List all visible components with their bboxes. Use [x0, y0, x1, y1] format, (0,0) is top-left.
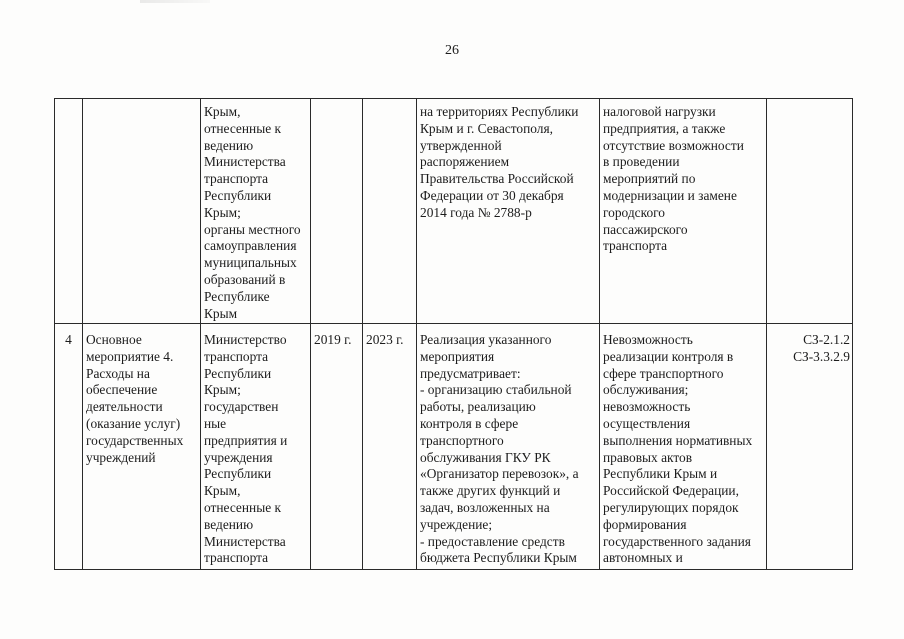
- column-separator: [766, 99, 767, 569]
- row2-executor-cell: Министерство транспорта Республики Крым; государствен ные предприятия и учреждения Республики Крым, отнесенные к ведению Министерства транспорта: [204, 332, 288, 566]
- row2-indicator-cell: СЗ-2.1.2 СЗ-3.3.2.9: [793, 332, 850, 364]
- row2-end-cell: 2023 г.: [366, 332, 404, 347]
- measures-table: [54, 98, 853, 570]
- row2-number-cell: 4: [65, 332, 72, 347]
- row2-start-cell: 2019 г.: [314, 332, 352, 347]
- column-separator: [310, 99, 311, 569]
- column-separator: [599, 99, 600, 569]
- column-separator: [200, 99, 201, 569]
- row2-measure-cell: Основное мероприятие 4. Расходы на обеспечение деятельности (оказание услуг) государственных учреждений: [86, 332, 184, 465]
- row2-consequence-cell: Невозможность реализации контроля в сфере транспортного обслуживания; невозможность осуществления выполнения нормативных правовых актов Республики Крым и Российской Федерации, регулирующих порядок формирования государственного задания автономных и: [603, 332, 753, 566]
- scan-artifact: [140, 0, 210, 3]
- row1-consequence-cell: налоговой нагрузки предприятия, а также отсутствие возможности в проведении мероприятий по модернизации и замене городского пассажирского транспорта: [603, 104, 744, 254]
- column-separator: [416, 99, 417, 569]
- row-separator: [55, 323, 852, 324]
- row1-executor-cell: Крым, отнесенные к ведению Министерства транспорта Республики Крым; органы местного самоуправления муниципальных образований в Республике Крым: [204, 104, 301, 321]
- column-separator: [82, 99, 83, 569]
- row2-result-cell: Реализация указанного мероприятия предусматривает: - организацию стабильной работы, реализацию контроля в сфере транспортного обслуживания ГКУ РК «Организатор перевозок», а также других функций и задач, возложенных на учреждение; - предоставление средств бюджета Республики Крым: [420, 332, 579, 566]
- row1-result-cell: на территориях Республики Крым и г. Севастополя, утвержденной распоряжением Правительства Российской Федерации от 30 декабря 2014 года № 2788-р: [420, 104, 579, 220]
- column-separator: [362, 99, 363, 569]
- page-number: 26: [445, 43, 459, 58]
